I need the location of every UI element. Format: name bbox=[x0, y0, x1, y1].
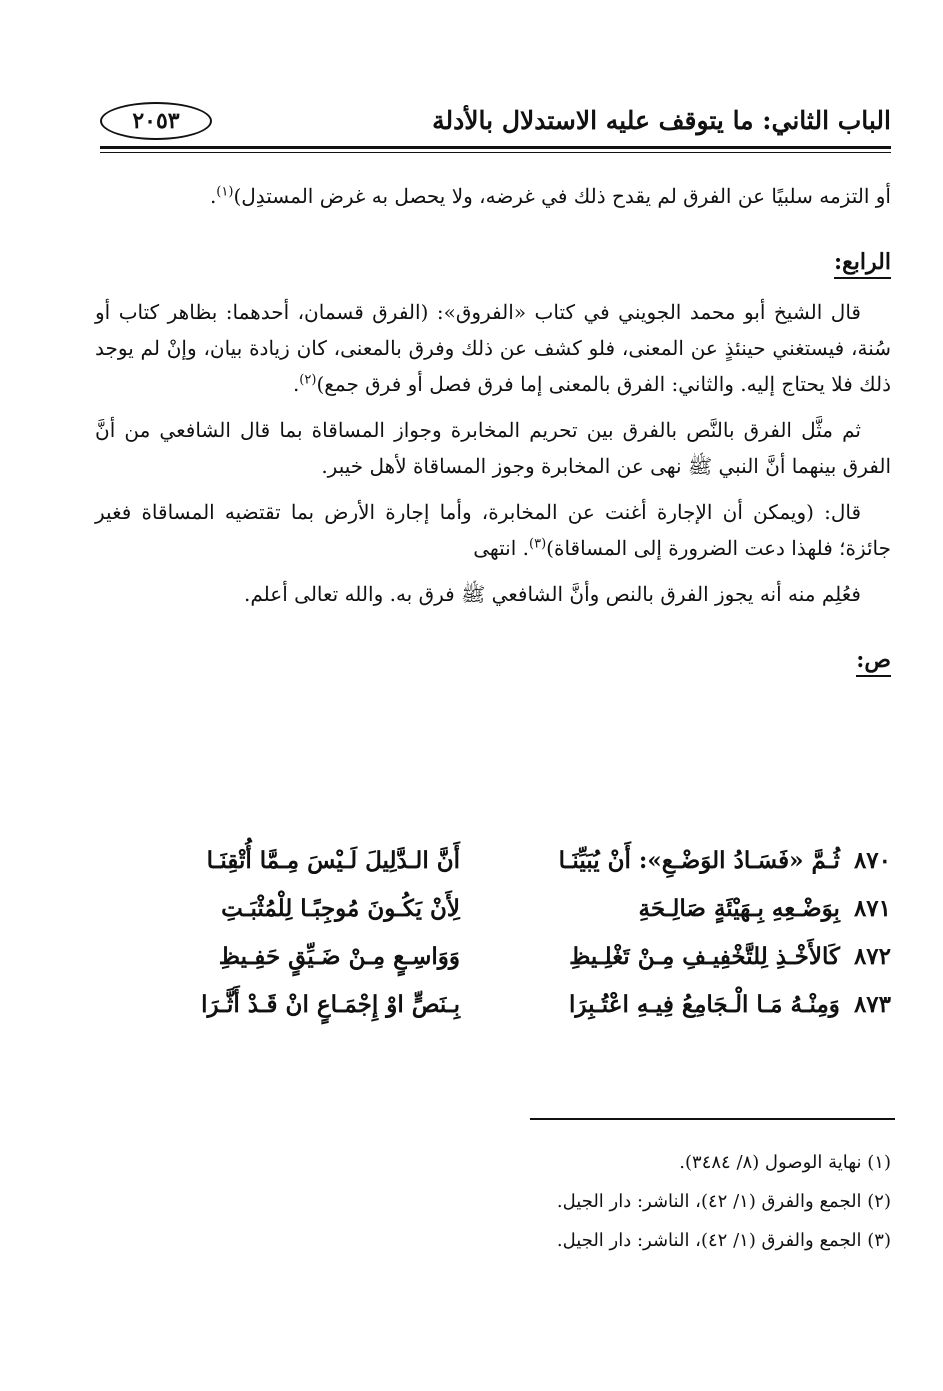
verse-number: ٨٧١ bbox=[853, 894, 891, 922]
verse-number: ٨٧٣ bbox=[853, 990, 891, 1018]
verse-number: ٨٧٢ bbox=[853, 942, 891, 970]
paragraph: ثم مثَّل الفرق بالنَّص بالفرق بين تحريم المخابرة وجواز المساقاة بما قال الشافعي من أنَّ الفرق بينهما أنَّ النبي ﷺ نهى عن المخابرة وجوز المساقاة لأهل خيبر. bbox=[95, 418, 891, 478]
paragraph: أو التزمه سلبيًا عن الفرق لم يقدح ذلك في غرضه، ولا يحصل به غرض المستدِل)$^{(١)}$. bbox=[209, 184, 891, 208]
footnote: (٢) الجمع والفرق (١/ ٤٢)، الناشر: دار الجيل. bbox=[556, 1191, 891, 1212]
header-rule-thick bbox=[100, 146, 891, 149]
footnote-ref: (٣) bbox=[529, 536, 547, 552]
paragraph: قال الشيخ أبو محمد الجويني في كتاب «الفروق»: (الفرق قسمان، أحدهما: بظاهر كتاب أو سُنة، فيستغني حينئذٍ عن المعنى، فلو كشف عن ذلك وفرق بالمعنى، كان زيادة بيان، وإنْ لم يوجد ذلك فلا يحتاج إليه. والثاني: الفرق بالمعنى إما فرق فصل أو فرق جمع)$^{(٢)}$. bbox=[95, 300, 891, 396]
verse-first-hemistich: ٨٧١ بِوَضْـعِهِ بِـهَيْئَةٍ صَالِـحَةِ bbox=[638, 894, 891, 922]
verse-number: ٨٧٠ bbox=[853, 846, 891, 874]
main-text bbox=[95, 178, 891, 692]
page-number: ٢٠٥٣ bbox=[100, 102, 212, 140]
verse-first-hemistich: ٨٧٢ كَالأَخْـذِ لِلتَّخْفِيـفِ مِـنْ تَغْلِـيظِ bbox=[569, 942, 891, 970]
verse-second-hemistich: لِأَنْ يَكُـونَ مُوجِبًـا لِلْمُثْبَـتِ bbox=[221, 894, 460, 922]
verse-row bbox=[100, 932, 891, 980]
chapter-title: الباب الثاني: ما يتوقف عليه الاستدلال بالأدلة bbox=[432, 106, 891, 135]
footnote-ref: (١) bbox=[216, 184, 234, 200]
header-rule-thin bbox=[100, 152, 891, 153]
verse-first-hemistich: ٨٧٠ ثُـمَّ «فَسَـادُ الوَضْـعِ»: أَنْ يُبَيِّنَـا bbox=[558, 846, 891, 874]
section-heading: ص: bbox=[95, 642, 891, 678]
footnote-ref: (٢) bbox=[299, 372, 317, 388]
paragraph: قال: (ويمكن أن الإجارة أغنت عن المخابرة، وأما إجارة الأرض بما تقتضيه المساقاة فغير جائزة؛ فلهذا دعت الضرورة إلى المساقاة)$^{(٣)}$. انتهى bbox=[95, 500, 891, 560]
verse-block bbox=[100, 836, 891, 1028]
verse-row bbox=[100, 884, 891, 932]
verse-row bbox=[100, 980, 891, 1028]
page-header bbox=[100, 88, 891, 150]
section-heading: الرابع: bbox=[95, 244, 891, 280]
verse-row bbox=[100, 836, 891, 884]
verse-first-hemistich: ٨٧٣ وَمِنْـهُ مَـا الْـجَامِعُ فِيـهِ اعْتُـبِرَا bbox=[569, 990, 891, 1018]
footnotes bbox=[300, 1150, 891, 1267]
footnote: (٣) الجمع والفرق (١/ ٤٢)، الناشر: دار الجيل. bbox=[556, 1230, 891, 1251]
footnote: (١) نهاية الوصول (٨/ ٣٤٨٤). bbox=[679, 1152, 891, 1173]
paragraph: فعُلِم منه أنه يجوز الفرق بالنص وأنَّ الشافعي ﷺ فرق به. والله تعالى أعلم. bbox=[244, 582, 861, 606]
footnote-separator bbox=[530, 1118, 895, 1120]
verse-second-hemistich: وَوَاسِـعٍ مِـنْ ضَـيِّقٍ حَفِـيظِ bbox=[218, 942, 460, 970]
verse-second-hemistich: أَنَّ الـدَّلِيلَ لَـيْسَ مِـمَّا أُتْقِنَـا bbox=[206, 846, 460, 874]
verse-second-hemistich: بِـنَصٍّ اوْ إِجْمَـاعٍ انْ قَـدْ أَثَّـرَا bbox=[201, 990, 460, 1018]
